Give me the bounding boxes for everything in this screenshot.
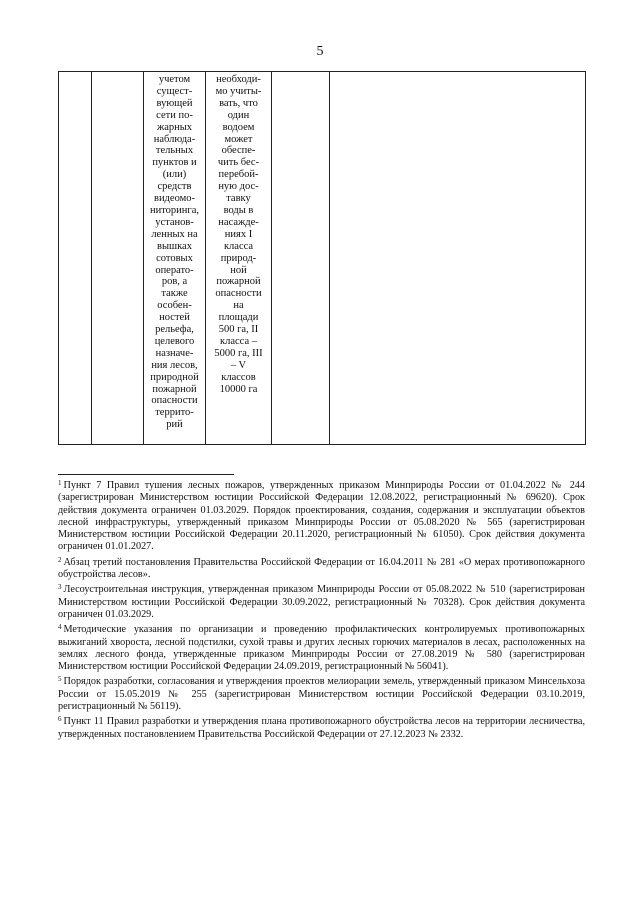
- footnote-3: [58, 581, 585, 621]
- footnote-4: [58, 621, 585, 673]
- footnotes: [58, 477, 585, 741]
- footnote-6-text: Пункт 11 Правил разработки и утверждения плана противопожарного обустройства лесов на территории лесничества, утвержденных постановлением Правительства Российской Федерации от 27.12.2023 № 2332.: [58, 716, 585, 740]
- footnote-4-text: Методические указания по организации и проведению профилактических контролируемых противопожарных выжиганий хвороста, лесной подстилки, сухой травы и других лесных горючих материалов в лесах, расположенных на землях лесного фонда, утвержденные приказом Минприроды России от 27.08.2019 № 580 (зарегистрирован Министерством юстиции Российской Федерации 24.09.2019, регистрационный № 56041).: [58, 624, 585, 673]
- table-cell-6: [330, 72, 586, 445]
- table-row: [59, 72, 586, 445]
- table-cell-4: [206, 72, 272, 445]
- page-number: 5: [316, 44, 324, 59]
- footnote-2-text: Абзац третий постановления Правительства Российской Федерации от 16.04.2011 № 281 «О мерах противопожарного обустройства лесов».: [58, 556, 585, 581]
- table-cell-3: [144, 72, 206, 445]
- cell-4-text: необходи- мо учиты- вать, что один водоем может обеспе- чить бес- перебой- ную дос- тавку воды в насажде- ниях I класса природ- ной пожарной опасности на площади 500 га, II класса – 5000 га, III – V классов 10000 га: [214, 74, 263, 395]
- table-cell-1: [59, 72, 92, 445]
- footnote-3-number: 3: [58, 583, 62, 592]
- footnote-6: [58, 713, 585, 741]
- footnote-2: [58, 554, 585, 582]
- footnote-1: [58, 477, 585, 554]
- footnote-separator: [58, 474, 234, 475]
- table-cell-5: [272, 72, 330, 445]
- footnote-5-text: Порядок разработки, согласования и утверждения проектов мелиорации земель, утвержденный приказом Минсельхоза России от 15.05.2019 № 255 (зарегистрирован Министерством юстиции Российской Федерации 03.10.2019, регистрационный № 56119).: [58, 676, 585, 713]
- footnote-3-text: Лесоустроительная инструкция, утвержденная приказом Минприроды России от 05.08.2022 № 510 (зарегистрирован Министерством юстиции Российской Федерации 30.09.2022, регистрационный № 70328). Срок действия документа ограничен 01.03.2029.: [58, 584, 585, 620]
- continuation-table: [58, 71, 586, 445]
- cell-3-text: учетом сущест- вующей сети по- жарных наблюда- тельных пунктов и (или) средств видеомо- ниторинга, установ- ленных на вышках сотовых операто- ров, а также особен- ностей рельефа, целевого назначе- ния лесов, природной пожарной опасности террито- рий: [149, 74, 200, 431]
- footnote-5: [58, 673, 585, 713]
- footnote-1-number: 1: [58, 479, 62, 487]
- footnote-2-number: 2: [58, 555, 62, 564]
- table-cell-2: [92, 72, 144, 445]
- footnote-1-text: Пункт 7 Правил тушения лесных пожаров, утвержденных приказом Минприроды России от 01.04.2022 № 244 (зарегистрирован Министерством юстиции Российской Федерации 12.08.2022, регистрационный № 69620). Срок действия документа ограничен 01.03.2029. Порядок проектирования, создания, содержания и эксплуатации объектов лесной инфраструктуры, утвержденный приказом Минприроды России от 05.08.2020 № 565 (зарегистрирован Министерством юстиции Российской Федерации 20.11.2020, регистрационный № 61050). Срок действия документа ограничен 01.01.2027.: [58, 480, 585, 553]
- footnote-4-number: 4: [58, 623, 62, 632]
- footnote-5-number: 5: [58, 675, 62, 684]
- footnote-6-number: 6: [58, 715, 62, 724]
